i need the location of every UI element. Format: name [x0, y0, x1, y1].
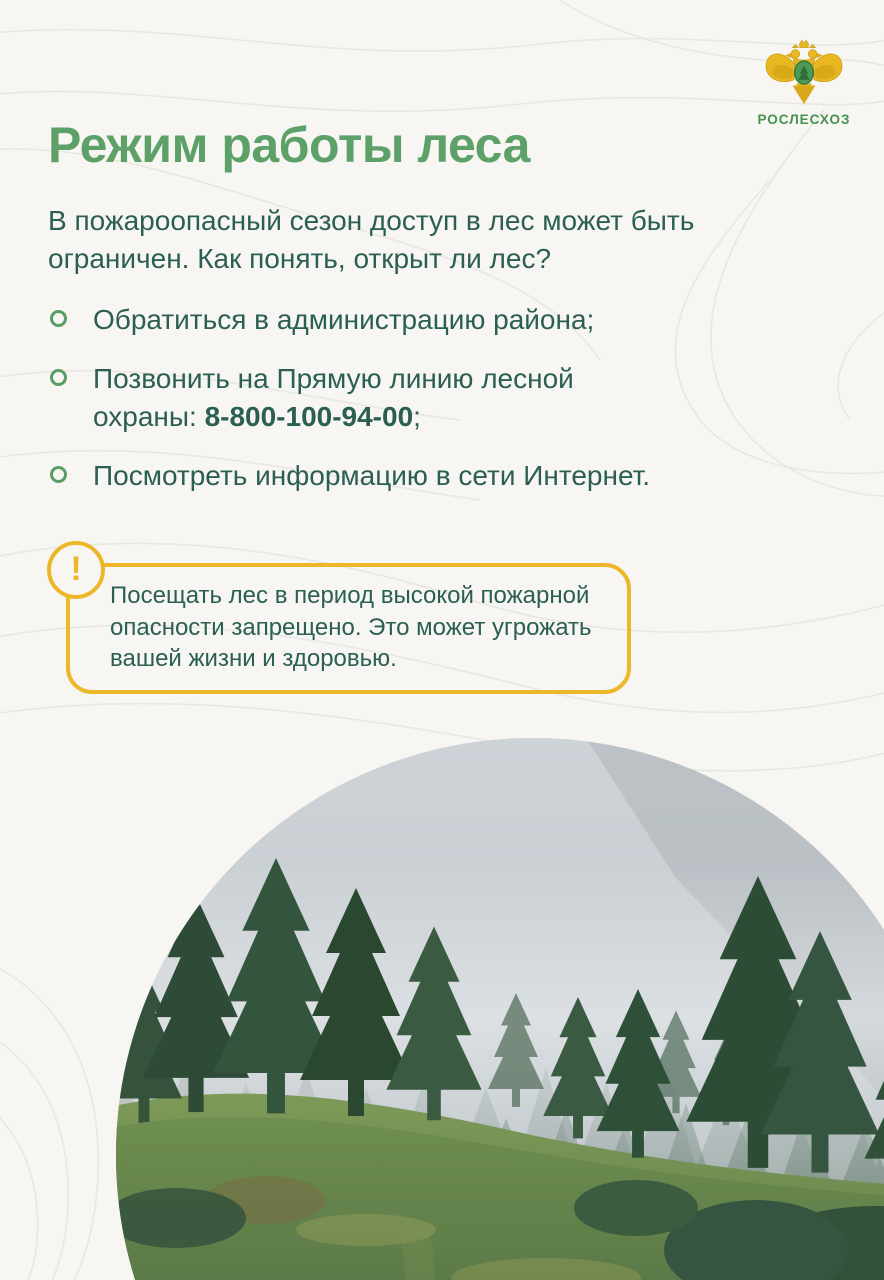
bullet-circle-icon [50, 310, 67, 327]
roslesxoz-logo [742, 38, 866, 127]
phone-line-suffix: ; [413, 401, 421, 433]
eagle-emblem-icon [761, 38, 847, 110]
warning-box [66, 550, 631, 694]
list-item [48, 457, 708, 495]
hotline-phone-number: 8-800-100-94-00 [204, 401, 414, 433]
list-item-text: Посмотреть информацию в сети Интернет. [93, 460, 651, 492]
list-item-text: Обратиться в администрацию района; [93, 304, 595, 335]
bullet-circle-icon [50, 466, 67, 483]
options-list [48, 301, 708, 516]
phone-line-text: Позвонить на Прямую линию лесной охраны: [93, 363, 574, 433]
list-item [48, 360, 708, 436]
forest-photo [116, 738, 884, 1280]
logo-label: РОСЛЕСХОЗ [757, 112, 851, 127]
bullet-circle-icon [50, 369, 67, 386]
warning-text: Посещать лес в период высокой пожарной опасности запрещено. Это может угрожать вашей жизни и здоровью. [110, 582, 592, 673]
list-item-text [93, 360, 598, 436]
intro-paragraph: В пожароопасный сезон доступ в лес может быть ограничен. Как понять, открыт ли лес? [48, 205, 695, 275]
page-title: Режим работы леса [48, 117, 530, 173]
exclamation-icon: ! [47, 541, 105, 599]
list-item [48, 301, 708, 339]
